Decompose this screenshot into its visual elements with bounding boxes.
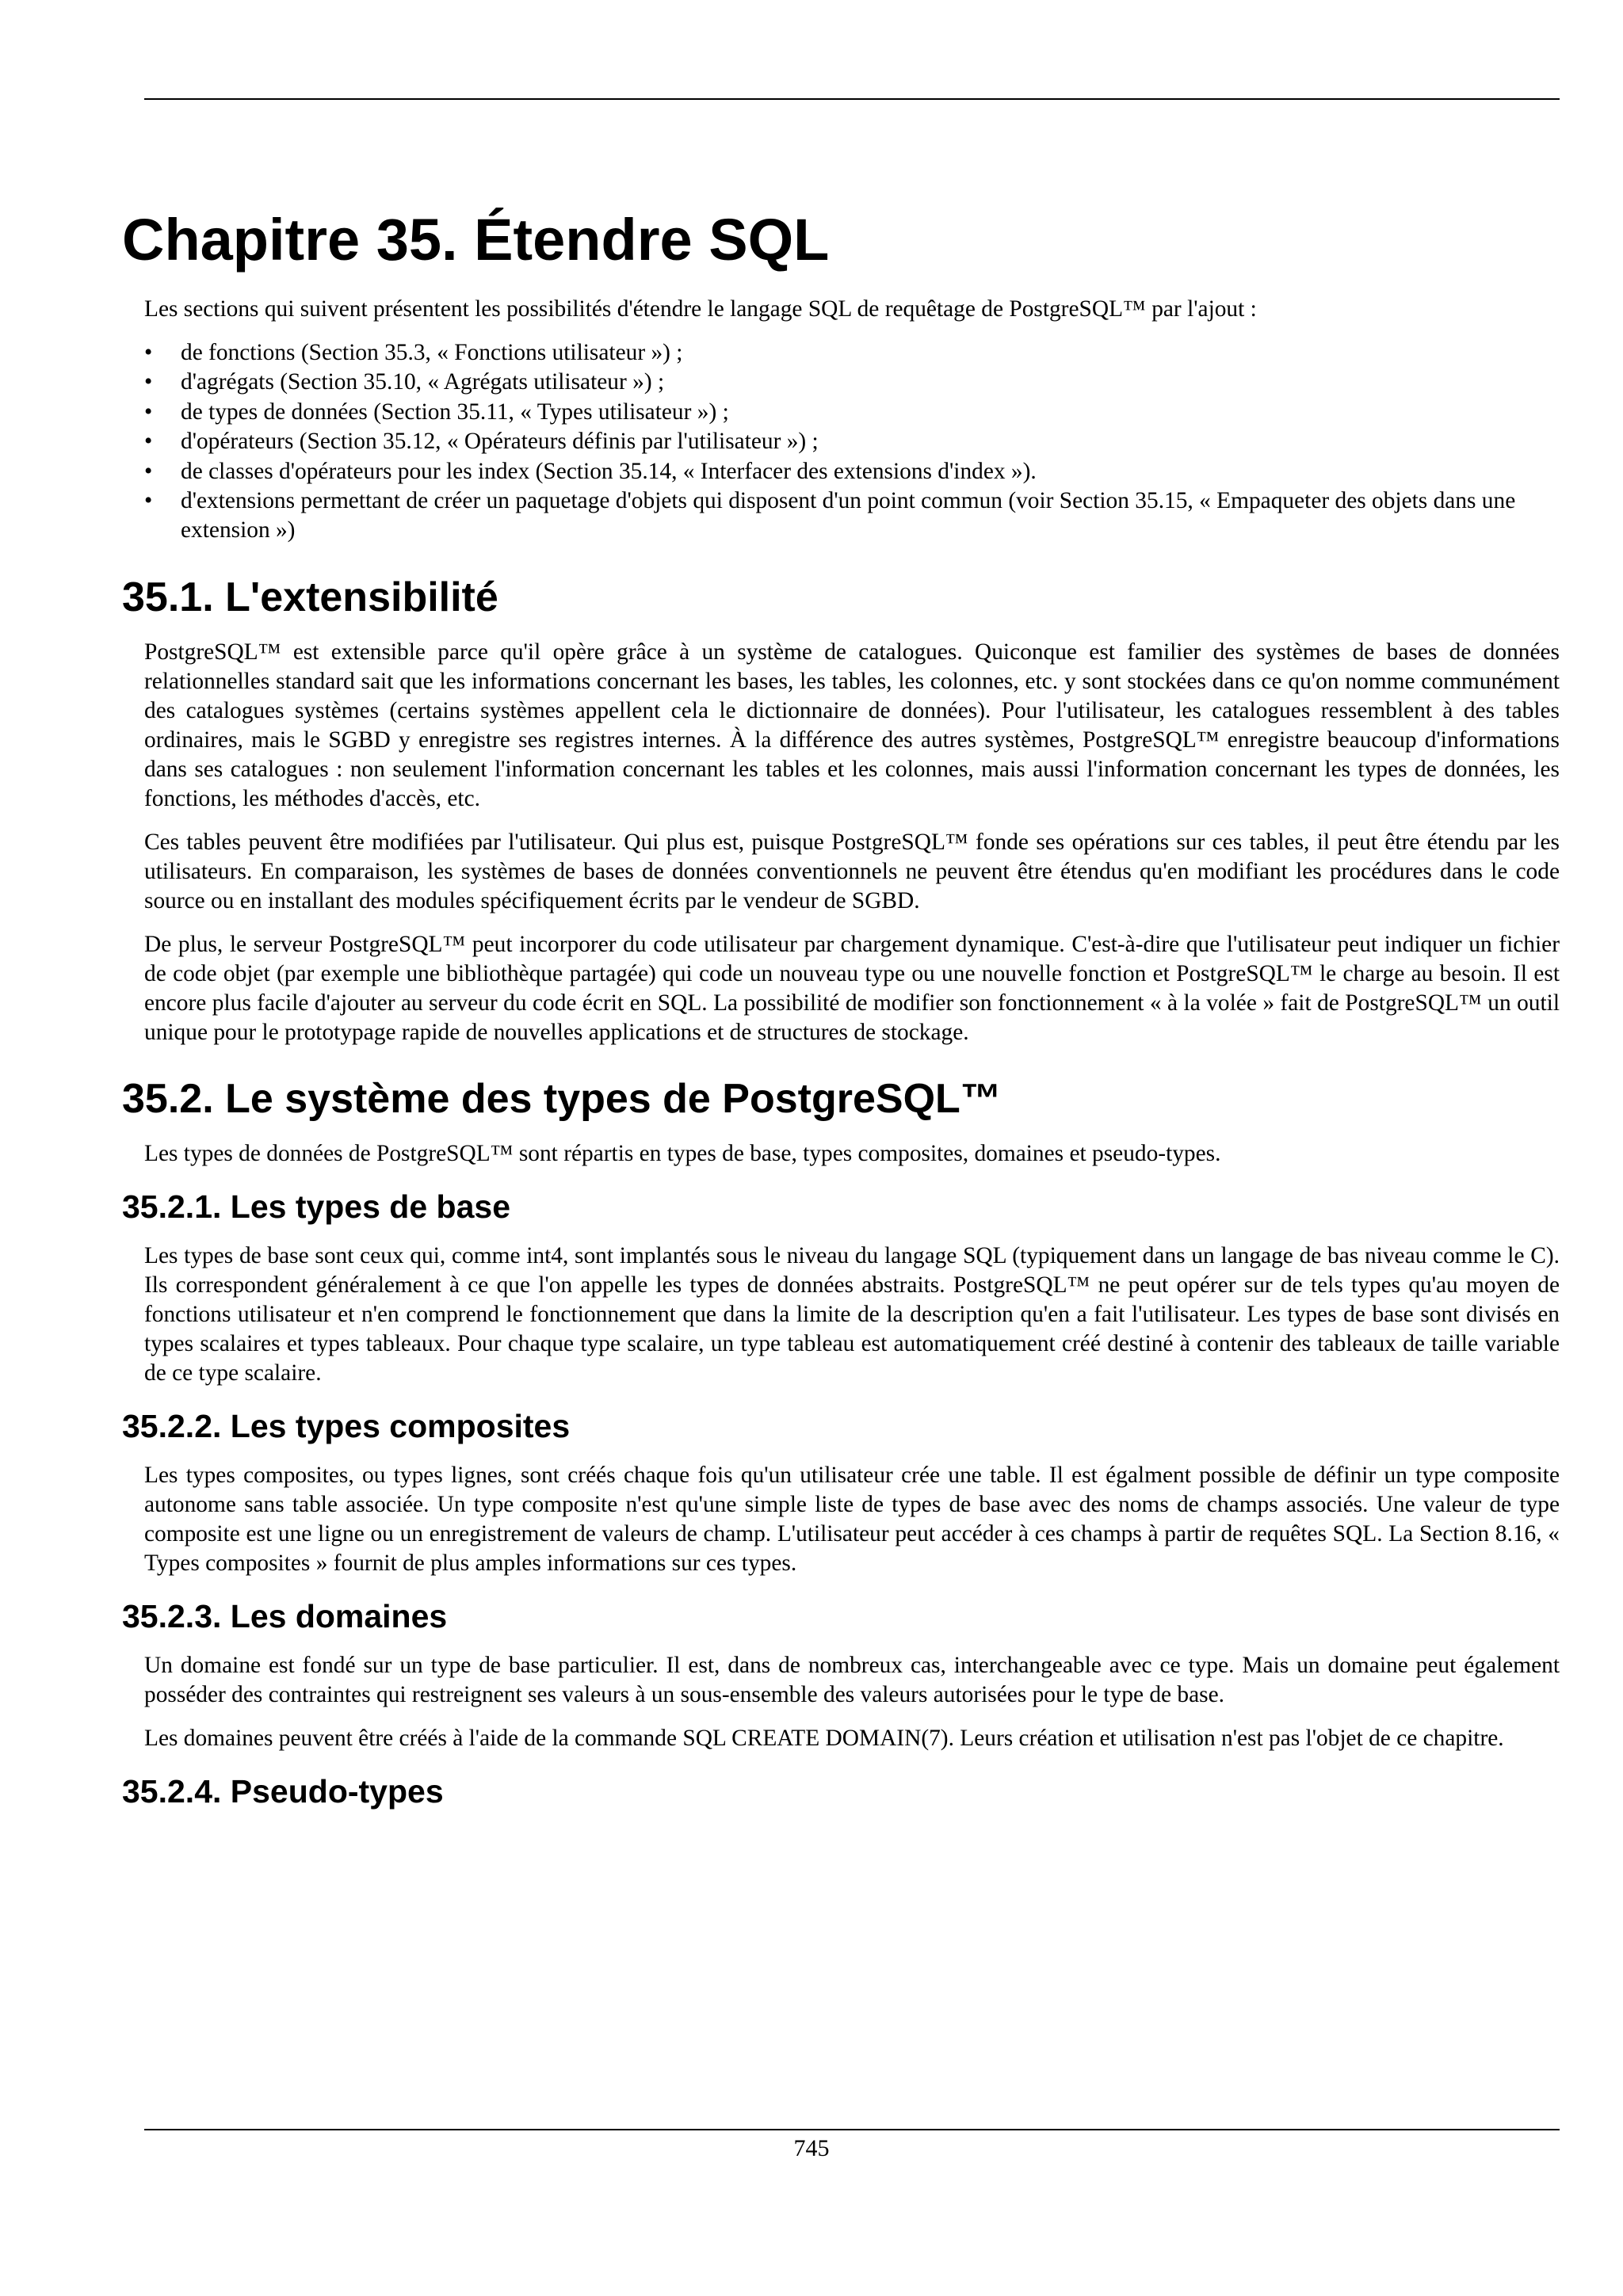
subsection-heading-35-2-4: 35.2.4. Pseudo-types [122,1772,444,1810]
paragraph: Ces tables peuvent être modifiées par l'utilisateur. Qui plus est, puisque PostgreSQL™ fonde ses opérations sur ces tables, il peut être étendu par les utilisateurs. En comparaison, les systèmes de bases de données conventionnels ne peuvent être étendus qu'en modifiant les procédures dans le code source ou en installant des modules spécifiquement écrits par le vendeur de SGBD. [144,829,1560,913]
list-item: • d'opérateurs (Section 35.12, « Opérateurs définis par l'utilisateur ») ; [144,427,1560,456]
list-item: • d'extensions permettant de créer un paquetage d'objets qui disposent d'un point commun (voir Section 35.15, « Empaqueter des objets dans une extension ») [144,486,1560,546]
footer-rule [144,2129,1560,2130]
list-item: • d'agrégats (Section 35.10, « Agrégats utilisateur ») ; [144,368,1560,397]
section-heading-35-2: 35.2. Le système des types de PostgreSQL™ [122,1075,1002,1122]
page-content [122,204,1560,1826]
paragraph: PostgreSQL™ est extensible parce qu'il opère grâce à un système de catalogues. Quiconque est familier des systèmes de bases de données relationnelles standard sait que les informations concernant les bases, les tables, les colonnes, etc. y sont stockées dans ce qu'on nomme communément des catalogues systèmes (certains systèmes appellent cela le dictionnaire de données). Pour l'utilisateur, les catalogues ressemblent à des tables ordinaires, mais le SGBD y enregistre ses registres internes. À la différence des autres systèmes, PostgreSQL™ enregistre beaucoup d'informations dans ses catalogues : non seulement l'information concernant les tables et les colonnes, mais aussi l'information concernant les types de données, les fonctions, les méthodes d'accès, etc. [144,639,1560,811]
subsection-heading-35-2-3: 35.2.3. Les domaines [122,1597,448,1634]
subsection-heading-35-2-2: 35.2.2. Les types composites [122,1407,571,1444]
list-item: • de fonctions (Section 35.3, « Fonctions utilisateur ») ; [144,338,1560,368]
paragraph: Les types composites, ou types lignes, sont créés chaque fois qu'un utilisateur crée une table. Il est égalment possible de définir un type composite autonome sans table associée. Un type composite n'est qu'une simple liste de types de base avec des noms de champs associés. Une valeur de type composite est une ligne ou un enregistrement de valeurs de champ. L'utilisateur peut accéder à ces champs à partir de requêtes SQL. La Section 8.16, « Types composites » fournit de plus amples informations sur ces types. [144,1462,1560,1576]
chapter-title: Chapitre 35. Étendre SQL [122,207,830,273]
header-rule [144,98,1560,100]
paragraph: De plus, le serveur PostgreSQL™ peut incorporer du code utilisateur par chargement dynamique. C'est-à-dire que l'utilisateur peut indiquer un fichier de code objet (par exemple une bibliothèque partagée) qui code un nouveau type ou une nouvelle fonction et PostgreSQL™ le charge au besoin. Il est encore plus facile d'ajouter au serveur du code écrit en SQL. La possibilité de modifier son fonctionnement « à la volée » fait de PostgreSQL™ un outil unique pour le prototypage rapide de nouvelles applications et de structures de stockage. [144,931,1560,1045]
list-item: • de types de données (Section 35.11, « Types utilisateur ») ; [144,398,1560,427]
section-heading-35-1: 35.1. L'extensibilité [122,574,498,620]
intro-paragraph: Les sections qui suivent présentent les possibilités d'étendre le langage SQL de requêtage de PostgreSQL™ par l'ajout : [144,296,1257,322]
paragraph: Les types de base sont ceux qui, comme int4, sont implantés sous le niveau du langage SQL (typiquement dans un langage de bas niveau comme le C). Ils correspondent généralement à ce que l'on appelle les types de données abstraits. PostgreSQL™ ne peut opérer sur de tels types qu'au moyen de fonctions utilisateur et n'en comprend le fonctionnement que dans la limite de la description qu'en a fait l'utilisateur. Les types de base sont divisés en types scalaires et types tableaux. Pour chaque type scalaire, un type tableau est automatiquement créé destiné à contenir des tableaux de taille variable de ce type scalaire. [144,1242,1560,1386]
paragraph: Un domaine est fondé sur un type de base particulier. Il est, dans de nombreux cas, interchangeable avec ce type. Mais un domaine peut également posséder des contraintes qui restreignent ses valeurs à un sous-ensemble des valeurs autorisées pour le type de base. [144,1652,1560,1707]
page-number: 745 [793,2135,830,2161]
list-item: • de classes d'opérateurs pour les index (Section 35.14, « Interfacer des extensions d'index »). [144,457,1560,486]
paragraph: Les types de données de PostgreSQL™ sont répartis en types de base, types composites, domaines et pseudo-types. [144,1140,1221,1166]
extension-list [144,338,1560,546]
paragraph: Les domaines peuvent être créés à l'aide de la commande SQL CREATE DOMAIN(7). Leurs création et utilisation n'est pas l'objet de ce chapitre. [144,1725,1504,1751]
subsection-heading-35-2-1: 35.2.1. Les types de base [122,1188,510,1225]
